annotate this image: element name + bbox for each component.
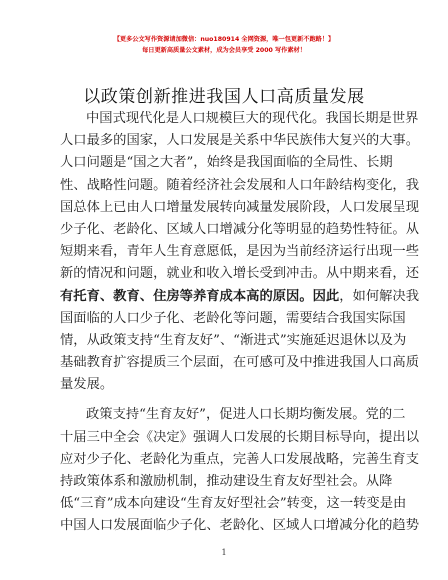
paragraph-line: 人口问题是“国之大者”，始终是我国面临的全局性、长期 (60, 155, 393, 171)
paragraph-line: 少子化、老龄化、区域人口增减分化等明显的趋势性特征。从 (60, 221, 420, 237)
promo-banner-line-1: 【更多公文写作资源请加微信：nuo180914 全网资源，唯一包更新不跑路！】 (113, 36, 335, 43)
paragraph-line: 低“三育”成本向建设“生育友好型社会”转变，这一转变是由 (60, 496, 407, 512)
paragraph-line: 人口最多的国家，人口发展是关系中华民族伟大复兴的大事。 (60, 133, 420, 149)
paragraph-line: 持政策体系和激励机制，推动建设生育友好型社会。从降 (60, 474, 393, 489)
paragraph-line: 中国人口发展面临少子化、老龄化、区域人口增减分化的趋势 (60, 518, 420, 534)
paragraph-1 (60, 108, 420, 396)
document-title: 以政策创新推进我国人口高质量发展 (83, 87, 365, 107)
paragraph-line-with-emphasis (60, 286, 420, 308)
paragraph-line: 十届三中全会《决定》强调人口发展的长期目标导向，提出以 (60, 429, 420, 445)
paragraph-line: 基础教育扩容提质三个层面，在可感可及中推进我国人口高质 (60, 355, 420, 371)
paragraph-text: ，如何解决我 (339, 288, 420, 304)
paragraph-line: 性、战略性问题。随着经济社会发展和人口年龄结构变化，我 (60, 177, 420, 193)
paragraph-line: 情，从政策支持“生育友好”、“渐进式”实施延迟退休以及为 (60, 332, 407, 348)
paragraph-line: 短期来看，青年人生育意愿低，是因为当前经济运行出现一些 (60, 244, 420, 260)
paragraph-line: 应对少子化、老龄化为重点，完善人口发展战略，完善生育支 (60, 451, 420, 467)
paragraph-line: 新的情况和问题，就业和收入增长受到冲击。从中期来看，还 (60, 266, 420, 282)
paragraph-2 (60, 404, 420, 537)
paragraph-spacer (60, 396, 390, 404)
document-body (60, 108, 420, 538)
page-number: 1 (221, 548, 227, 557)
promo-banner-line-2: 每日更新高质量公文素材，成为会员享受 2000 写作素材！ (142, 47, 306, 54)
paragraph-line: 政策支持“生育友好”，促进人口长期均衡发展。党的二 (86, 407, 406, 423)
paragraph-line: 国面临的人口少子化、老龄化等问题，需要结合我国实际国 (60, 310, 406, 326)
paragraph-line: 量发展。 (60, 377, 114, 393)
paragraph-line: 国总体上已由人口增量发展转向减量发展阶段，人口发展呈现 (60, 199, 420, 215)
paragraph-line: 中国式现代化是人口规模巨大的现代化。我国长期是世界 (86, 111, 419, 126)
emphasis-text: 有托育、教育、住房等养育成本高的原因。因此 (60, 288, 340, 304)
